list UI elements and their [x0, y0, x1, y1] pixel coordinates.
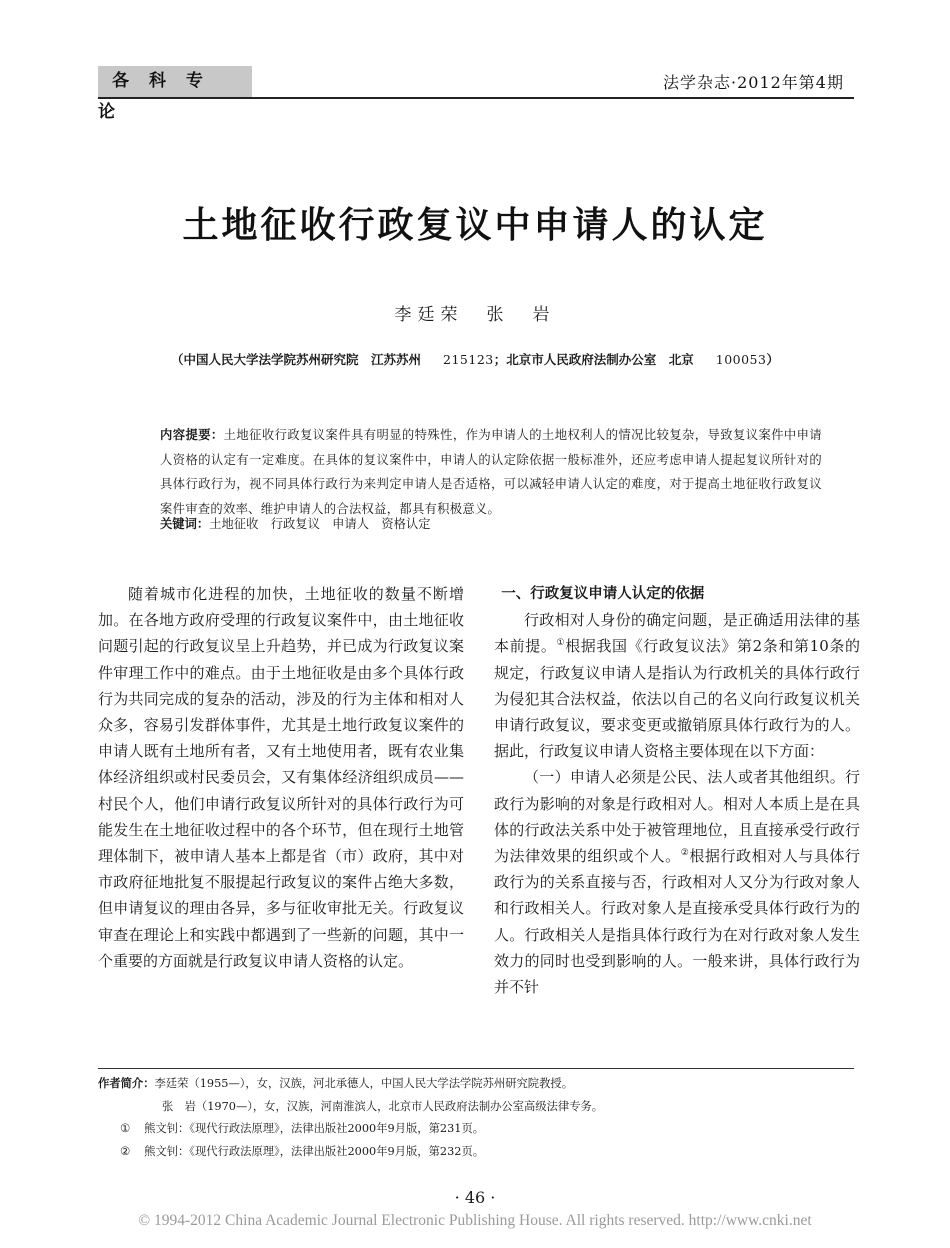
author-affiliation	[0, 350, 950, 368]
article-authors: 李廷荣 张 岩	[394, 305, 556, 325]
affiliation-end: ）	[766, 352, 779, 367]
paragraph-2-part-b: 根据行政相对人与具体行政行为的关系直接与否，行政相对人又分为行政对象人和行政相关人。行政对象人是直接承受具体行政行为的人。行政相关人是指具体行政行为在对行政对象人发生效力的同时也受到影响的人。一般来讲，具体行政行为并不针	[494, 847, 860, 997]
affiliation-2: ；北京市人民政府法制办公室 北京	[493, 352, 694, 367]
header-divider	[98, 97, 854, 99]
keywords-text: 土地征收 行政复议 申请人 资格认定	[209, 517, 431, 531]
paragraph-2	[494, 764, 860, 1000]
keywords-label: 关键词：	[160, 517, 210, 531]
footnote-2	[98, 1141, 858, 1164]
footnote-1-text: 熊文钊：《现代行政法原理》，法律出版社2000年9月版，第231页。	[144, 1122, 485, 1135]
paragraph-2-part-a: （一）申请人必须是公民、法人或者其他组织。行政行为影响的对象是行政相对人。相对人本质上是在具体的行政法关系中处于被管理地位，且直接承受行政行为法律效果的组织或个人。	[494, 768, 860, 866]
author-note-1	[98, 1073, 858, 1096]
footnote-ref-2: ②	[680, 848, 690, 859]
abstract-text: 土地征收行政复议案件具有明显的特殊性，作为申请人的土地权利人的情况比较复杂，导致复议案件中申请人资格的认定有一定难度。在具体的复议案件中，申请人的认定除依据一般标准外，还应考虑申请人提起复议所针对的具体行政行为，视不同具体行政行为来判定申请人是否适格，可以减轻申请人认定的难度，对于提高土地征收行政复议案件审查的效率、维护申请人的合法权益，都具有积极意义。	[160, 428, 822, 516]
postcode-2: 100053	[715, 352, 767, 367]
footnote-2-mark: ②	[120, 1144, 131, 1158]
affiliation-1: （中国人民大学法学院苏州研究院 江苏苏州	[171, 352, 422, 367]
abstract	[160, 423, 822, 521]
section-heading: 一、行政复议申请人认定的依据	[501, 586, 705, 602]
footnote-ref-1: ①	[556, 638, 566, 649]
author-note-2: 张 岩（1970—），女，汉族，河南淮滨人，北京市人民政府法制办公室高级法律专务。	[162, 1099, 604, 1113]
footnote-1	[98, 1118, 858, 1141]
intro-paragraph: 随着城市化进程的加快，土地征收的数量不断增加。在各地方政府受理的行政复议案件中，由土地征收问题引起的行政复议呈上升趋势，并已成为行政复议案件审理工作中的难点。由于土地征收是由多个具体行政行为共同完成的复杂的活动，涉及的行为主体和相对人众多，容易引发群体事件，尤其是土地行政复议案件的申请人既有土地所有者，又有土地使用者，既有农业集体经济组织或村民委员会，又有集体经济组织成员——村民个人，他们申请行政复议所针对的具体行政行为可能发生在土地征收过程中的各个环节，但在现行土地管理体制下，被申请人基本上都是省（市）政府，其中对市政府征地批复不服提起行政复议的案件占绝大多数，但申请复议的理由各异，多与征收审批无关。行政复议审查在理论上和实践中都遇到了一些新的问题，其中一个重要的方面就是行政复议申请人资格的认定。	[98, 585, 464, 970]
footnote-divider	[98, 1068, 854, 1069]
journal-issue: 法学杂志·2012年第4期	[663, 73, 844, 92]
author-note-label: 作者简介：	[98, 1077, 155, 1090]
keywords	[160, 514, 431, 534]
author-note-1-text: 李廷荣（1955—），女，汉族，河北承德人，中国人民大学法学院苏州研究院教授。	[154, 1077, 573, 1090]
body-column-left	[98, 581, 464, 974]
footnote-2-text: 熊文钊：《现代行政法原理》，法律出版社2000年9月版，第232页。	[144, 1144, 485, 1158]
footnote-1-mark: ①	[120, 1122, 131, 1135]
article-title: 土地征收行政复议中申请人的认定	[182, 205, 768, 246]
page-number: · 46 ·	[454, 1188, 496, 1207]
postcode-1: 215123	[443, 352, 494, 367]
footnotes	[98, 1073, 858, 1163]
paragraph-1-part-a: 行政相对人身份的确定问题，是正确适用法律的基本前提。	[494, 611, 860, 656]
paragraph-1	[494, 607, 860, 764]
paragraph-1-part-b: 根据我国《行政复议法》第2条和第10条的规定，行政复议申请人是指认为行政机关的具体行政行为侵犯其合法权益，依法以自己的名义向行政复议机关申请行政复议，要求变更或撤销原具体行政行为的人。据此，行政复议申请人资格主要体现在以下方面：	[494, 637, 860, 761]
body-column-right	[494, 581, 860, 1000]
abstract-label: 内容提要：	[160, 428, 224, 442]
copyright-notice: © 1994-2012 China Academic Journal Electronic Publishing House. All rights reserved. http://www.cnki.net	[138, 1212, 812, 1229]
section-tag: 各科专论	[98, 66, 252, 97]
